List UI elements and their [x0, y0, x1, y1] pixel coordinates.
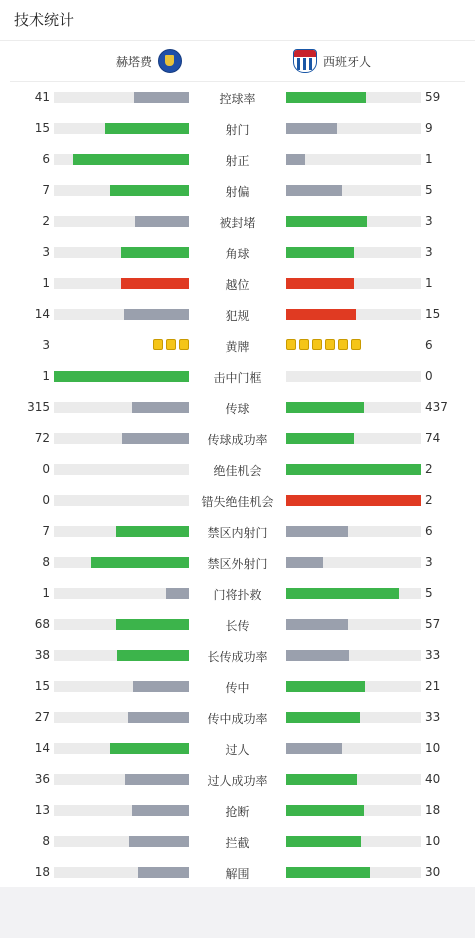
home-stat-bar — [132, 402, 189, 413]
stat-label: 绝佳机会 — [213, 464, 262, 478]
away-stat-bar-track — [286, 743, 421, 754]
yellow-card-icon — [299, 339, 309, 350]
home-stat-value: 8 — [42, 834, 50, 848]
stat-label: 控球率 — [219, 92, 256, 106]
stat-label: 被封堵 — [219, 216, 256, 230]
away-stat-bar-track — [286, 774, 421, 785]
stat-label: 传中 — [225, 681, 250, 695]
home-stat-bar — [116, 619, 189, 630]
home-stat-value: 13 — [34, 803, 50, 817]
home-stat-value: 14 — [34, 307, 50, 321]
stat-row — [0, 392, 475, 423]
home-team[interactable] — [116, 41, 182, 81]
home-stat-bar-track — [54, 526, 189, 537]
stat-row — [0, 423, 475, 454]
away-stat-bar-track — [286, 805, 421, 816]
home-stat-value: 18 — [34, 865, 50, 879]
stat-row — [0, 299, 475, 330]
yellow-card-icon — [325, 339, 335, 350]
away-stat-value: 6 — [425, 524, 433, 538]
away-stat-value: 59 — [425, 90, 441, 104]
home-stat-bar — [133, 681, 189, 692]
away-stat-bar — [286, 774, 357, 785]
home-stat-bar — [138, 867, 189, 878]
away-stat-bar — [286, 650, 349, 661]
home-stat-bar — [135, 216, 189, 227]
stat-row — [0, 454, 475, 485]
away-stat-bar-track — [286, 712, 421, 723]
away-stat-bar — [286, 216, 367, 227]
home-stat-bar — [121, 278, 189, 289]
away-stat-bar-track — [286, 464, 421, 475]
away-stat-bar-track — [286, 495, 421, 506]
yellow-card-icon — [351, 339, 361, 350]
home-stat-bar-track — [54, 712, 189, 723]
yellow-card-icon — [153, 339, 163, 350]
home-stat-bar-track — [54, 185, 189, 196]
home-stat-value: 3 — [42, 338, 50, 352]
away-team[interactable] — [293, 41, 371, 81]
home-stat-value: 27 — [34, 710, 50, 724]
yellow-card-icon — [166, 339, 176, 350]
away-stat-value: 5 — [425, 586, 433, 600]
away-stat-value: 2 — [425, 462, 433, 476]
stat-row — [0, 609, 475, 640]
home-stat-bar-track — [54, 123, 189, 134]
stat-label: 越位 — [225, 278, 250, 292]
away-stat-bar — [286, 495, 421, 506]
home-stat-bar-track — [54, 433, 189, 444]
stat-row — [0, 671, 475, 702]
home-stat-bar — [134, 92, 189, 103]
stat-label: 长传 — [225, 619, 250, 633]
home-stat-value: 1 — [42, 586, 50, 600]
away-stat-value: 437 — [425, 400, 448, 414]
getafe-badge-icon — [158, 49, 182, 73]
stat-row — [0, 578, 475, 609]
home-stat-value: 15 — [34, 121, 50, 135]
away-stat-value: 5 — [425, 183, 433, 197]
home-stat-bar-track — [54, 557, 189, 568]
home-stat-value: 72 — [34, 431, 50, 445]
stat-row — [0, 733, 475, 764]
away-stat-bar-track — [286, 123, 421, 134]
stat-row — [0, 330, 475, 361]
home-yellow-cards — [153, 339, 189, 350]
home-stat-bar — [132, 805, 189, 816]
stat-label: 射门 — [225, 123, 250, 137]
away-stat-bar-track — [286, 278, 421, 289]
home-stat-value: 2 — [42, 214, 50, 228]
away-stat-value: 40 — [425, 772, 441, 786]
stat-label: 角球 — [225, 247, 250, 261]
stat-rows — [0, 82, 475, 888]
stat-row — [0, 640, 475, 671]
away-stat-bar-track — [286, 154, 421, 165]
stat-label: 犯规 — [225, 309, 250, 323]
home-stat-value: 68 — [34, 617, 50, 631]
away-stat-value: 30 — [425, 865, 441, 879]
home-stat-bar-track — [54, 371, 189, 382]
home-stat-value: 41 — [34, 90, 50, 104]
away-stat-bar-track — [286, 309, 421, 320]
stat-label: 禁区内射门 — [207, 526, 268, 540]
away-stat-bar — [286, 712, 360, 723]
home-stat-bar-track — [54, 650, 189, 661]
away-stat-bar — [286, 247, 354, 258]
home-stat-bar-track — [54, 867, 189, 878]
away-stat-bar — [286, 154, 305, 165]
home-stat-value: 6 — [42, 152, 50, 166]
away-stat-bar — [286, 836, 361, 847]
home-stat-bar-track — [54, 92, 189, 103]
stat-label: 传球成功率 — [207, 433, 268, 447]
yellow-card-icon — [312, 339, 322, 350]
home-stat-bar — [54, 371, 189, 382]
home-stat-bar — [122, 433, 189, 444]
home-stat-value: 15 — [34, 679, 50, 693]
away-stat-value: 57 — [425, 617, 441, 631]
away-stat-bar — [286, 743, 342, 754]
home-team-name: 赫塔费 — [115, 54, 152, 69]
stat-label: 禁区外射门 — [207, 557, 268, 571]
away-stat-value: 21 — [425, 679, 441, 693]
stat-row — [0, 144, 475, 175]
stat-row — [0, 237, 475, 268]
home-stat-bar-track — [54, 681, 189, 692]
section-title: 技术统计 — [0, 0, 475, 41]
yellow-card-icon — [179, 339, 189, 350]
home-stat-value: 8 — [42, 555, 50, 569]
away-stat-bar-track — [286, 526, 421, 537]
stat-label: 拦截 — [225, 836, 250, 850]
home-stat-bar — [105, 123, 189, 134]
away-stat-bar — [286, 278, 354, 289]
home-stat-value: 7 — [42, 183, 50, 197]
away-stat-bar-track — [286, 836, 421, 847]
away-stat-value: 1 — [425, 152, 433, 166]
away-stat-bar — [286, 588, 399, 599]
stat-label: 射正 — [225, 154, 250, 168]
stat-row — [0, 702, 475, 733]
home-stat-bar-track — [54, 216, 189, 227]
home-stat-bar — [110, 743, 189, 754]
stat-label: 过人 — [225, 743, 250, 757]
away-stat-bar-track — [286, 650, 421, 661]
stat-row — [0, 268, 475, 299]
stat-label: 门将扑救 — [213, 588, 262, 602]
away-stat-bar — [286, 309, 356, 320]
home-stat-bar-track — [54, 774, 189, 785]
away-stat-value: 10 — [425, 834, 441, 848]
away-stat-bar — [286, 433, 354, 444]
home-stat-bar — [166, 588, 189, 599]
away-yellow-cards — [286, 339, 361, 350]
away-stat-value: 6 — [425, 338, 433, 352]
home-stat-value: 1 — [42, 276, 50, 290]
stat-row — [0, 113, 475, 144]
stat-label: 抢断 — [225, 805, 250, 819]
away-stat-bar — [286, 681, 365, 692]
stat-row — [0, 516, 475, 547]
away-stat-value: 9 — [425, 121, 433, 135]
stat-row — [0, 82, 475, 113]
home-stat-value: 0 — [42, 462, 50, 476]
away-stat-bar-track — [286, 371, 421, 382]
stat-row — [0, 547, 475, 578]
away-stat-bar-track — [286, 402, 421, 413]
stat-label: 传中成功率 — [207, 712, 268, 726]
away-stat-value: 18 — [425, 803, 441, 817]
home-stat-value: 38 — [34, 648, 50, 662]
home-stat-bar — [121, 247, 189, 258]
stat-row — [0, 175, 475, 206]
home-stat-bar — [125, 774, 189, 785]
home-stat-bar-track — [54, 588, 189, 599]
away-stat-bar — [286, 123, 337, 134]
stat-row — [0, 795, 475, 826]
home-stat-bar-track — [54, 743, 189, 754]
home-stat-bar-track — [54, 402, 189, 413]
home-stat-bar-track — [54, 836, 189, 847]
stat-label: 错失绝佳机会 — [201, 495, 274, 509]
away-stat-bar — [286, 526, 348, 537]
stat-label: 射偏 — [225, 185, 250, 199]
home-stat-value: 0 — [42, 493, 50, 507]
stat-row — [0, 764, 475, 795]
yellow-card-icon — [338, 339, 348, 350]
home-stat-bar — [124, 309, 189, 320]
away-stat-value: 0 — [425, 369, 433, 383]
away-stat-bar-track — [286, 185, 421, 196]
away-stat-value: 74 — [425, 431, 441, 445]
away-stat-bar-track — [286, 588, 421, 599]
stat-row — [0, 857, 475, 888]
away-stat-bar — [286, 867, 370, 878]
away-stat-value: 2 — [425, 493, 433, 507]
away-team-name: 西班牙人 — [323, 54, 372, 69]
espanyol-badge-icon — [293, 49, 317, 73]
home-stat-value: 36 — [34, 772, 50, 786]
away-stat-bar-track — [286, 216, 421, 227]
team-header — [10, 41, 465, 82]
home-stat-bar-track — [54, 495, 189, 506]
home-stat-bar — [116, 526, 189, 537]
home-stat-bar — [73, 154, 189, 165]
stat-label: 传球 — [225, 402, 250, 416]
home-stat-bar-track — [54, 247, 189, 258]
away-stat-value: 10 — [425, 741, 441, 755]
away-stat-bar-track — [286, 867, 421, 878]
away-stat-bar — [286, 557, 323, 568]
home-stat-bar-track — [54, 278, 189, 289]
home-stat-bar — [128, 712, 189, 723]
home-stat-value: 3 — [42, 245, 50, 259]
away-stat-value: 1 — [425, 276, 433, 290]
yellow-card-icon — [286, 339, 296, 350]
stat-label: 黄牌 — [225, 340, 250, 354]
home-stat-bar-track — [54, 805, 189, 816]
away-stat-value: 3 — [425, 555, 433, 569]
away-stat-bar — [286, 464, 421, 475]
home-stat-bar — [91, 557, 189, 568]
away-stat-value: 3 — [425, 245, 433, 259]
away-stat-bar — [286, 805, 364, 816]
home-stat-bar-track — [54, 154, 189, 165]
away-stat-bar-track — [286, 92, 421, 103]
stat-label: 击中门框 — [213, 371, 262, 385]
away-stat-bar-track — [286, 247, 421, 258]
away-stat-value: 33 — [425, 648, 441, 662]
stat-label: 解围 — [225, 867, 250, 881]
away-stat-bar-track — [286, 619, 421, 630]
away-stat-bar — [286, 619, 348, 630]
home-stat-bar — [117, 650, 189, 661]
home-stat-value: 14 — [34, 741, 50, 755]
home-stat-bar — [129, 836, 189, 847]
stat-label: 过人成功率 — [207, 774, 268, 788]
stat-row — [0, 361, 475, 392]
stat-label: 长传成功率 — [207, 650, 268, 664]
home-stat-bar-track — [54, 619, 189, 630]
home-stat-bar — [110, 185, 189, 196]
away-stat-bar — [286, 185, 342, 196]
home-stat-value: 315 — [27, 400, 50, 414]
home-stat-bar-track — [54, 464, 189, 475]
home-stat-value: 7 — [42, 524, 50, 538]
away-stat-value: 33 — [425, 710, 441, 724]
stat-row — [0, 206, 475, 237]
stat-row — [0, 826, 475, 857]
away-stat-bar-track — [286, 681, 421, 692]
away-stat-bar-track — [286, 557, 421, 568]
away-stat-value: 3 — [425, 214, 433, 228]
stat-row — [0, 485, 475, 516]
away-stat-bar — [286, 92, 366, 103]
home-stat-value: 1 — [42, 369, 50, 383]
away-stat-value: 15 — [425, 307, 441, 321]
home-stat-bar-track — [54, 309, 189, 320]
away-stat-bar-track — [286, 433, 421, 444]
away-stat-bar — [286, 402, 364, 413]
